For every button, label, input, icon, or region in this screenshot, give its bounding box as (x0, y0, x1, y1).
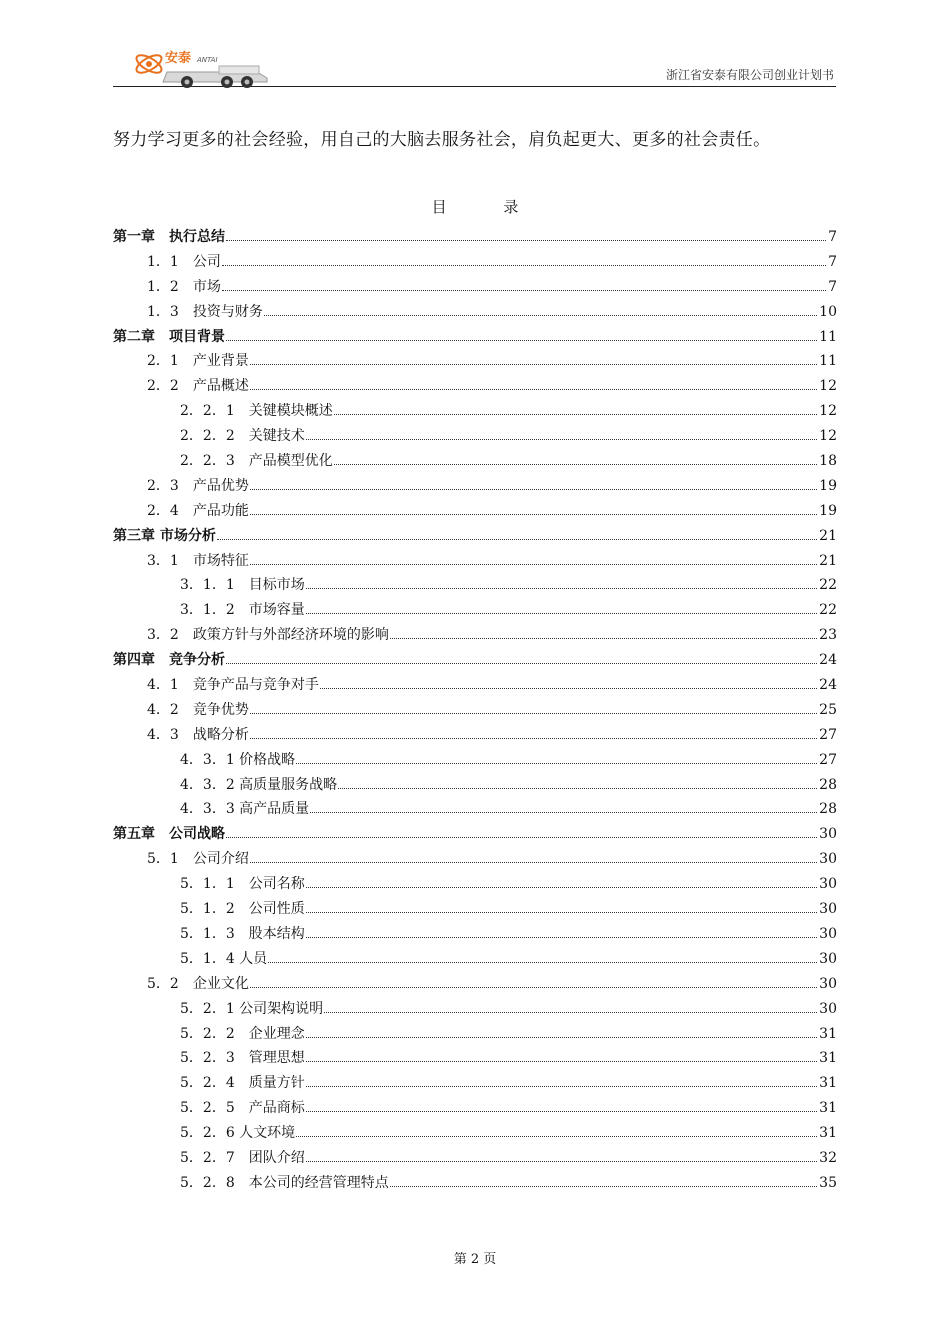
toc-leader-dots (250, 987, 817, 988)
toc-entry[interactable] (113, 824, 837, 849)
toc-entry-label: 5．1．1 公司名称 (180, 876, 305, 893)
toc-entry-label: 5．1 公司介绍 (147, 851, 249, 868)
toc-leader-dots (306, 937, 817, 938)
logo-text-en: ANTAI (197, 56, 218, 64)
toc-entry-label: 3．1．2 市场容量 (180, 602, 305, 619)
toc-leader-dots (306, 1061, 817, 1062)
logo-text-cn: 安泰 (165, 51, 192, 66)
toc-entry-page: 30 (819, 901, 837, 918)
toc-entry-label: 2．2．1 关键模块概述 (180, 403, 333, 420)
toc-entry[interactable] (113, 401, 837, 426)
toc-entry[interactable] (113, 924, 837, 949)
toc-entry-label: 1．2 市场 (147, 278, 221, 295)
toc-entry-page: 23 (819, 627, 837, 644)
toc-leader-dots (226, 340, 817, 341)
toc-entry[interactable] (113, 476, 837, 501)
toc-entry-page: 12 (819, 378, 837, 395)
toc-entry-label: 4．3 战略分析 (147, 726, 249, 743)
toc-entry[interactable] (113, 775, 837, 800)
toc-leader-dots (226, 837, 817, 838)
toc-entry[interactable] (113, 600, 837, 625)
page-number: 第 2 页 (453, 1252, 497, 1267)
toc-entry-page: 12 (819, 403, 837, 420)
toc-leader-dots (338, 788, 817, 789)
toc-leader-dots (250, 514, 817, 515)
toc-entry-label: 3．2 政策方针与外部经济环境的影响 (147, 627, 389, 644)
toc-entry-label: 5．2．4 质量方针 (180, 1075, 305, 1092)
toc-entry-page: 7 (828, 253, 837, 270)
toc-entry-page: 30 (819, 1000, 837, 1017)
toc-entry-label: 2．2．2 关键技术 (180, 428, 305, 445)
toc-entry-label: 2．2 产品概述 (147, 378, 249, 395)
toc-entry[interactable] (113, 949, 837, 974)
toc-leader-dots (222, 290, 826, 291)
toc-entry[interactable] (113, 625, 837, 650)
toc-leader-dots (306, 1086, 817, 1087)
toc-entry[interactable] (113, 1048, 837, 1073)
toc-leader-dots (306, 439, 817, 440)
toc-entry-page: 27 (819, 726, 837, 743)
toc-entry-label: 5．2．2 企业理念 (180, 1025, 305, 1042)
toc-entry-page: 18 (819, 453, 837, 470)
toc-leader-dots (226, 663, 817, 664)
toc-entry-page: 21 (819, 552, 837, 569)
toc-entry[interactable] (113, 526, 837, 551)
toc-entry[interactable] (113, 327, 837, 352)
toc-entry[interactable] (113, 277, 837, 302)
toc-leader-dots (324, 1012, 817, 1013)
toc-entry[interactable] (113, 974, 837, 999)
toc-entry-page: 25 (819, 701, 837, 718)
page-header (113, 38, 836, 87)
toc-leader-dots (334, 414, 817, 415)
toc-entry-label: 3．1 市场特征 (147, 552, 249, 569)
toc-entry[interactable] (113, 252, 837, 277)
toc-entry-page: 19 (819, 502, 837, 519)
toc-leader-dots (296, 763, 817, 764)
toc-entry-page: 31 (819, 1050, 837, 1067)
toc-entry-label: 1．3 投资与财务 (147, 303, 263, 320)
toc-entry[interactable] (113, 700, 837, 725)
toc-entry-label: 第三章 市场分析 (113, 527, 216, 544)
toc-leader-dots (320, 688, 817, 689)
table-of-contents (113, 227, 837, 1198)
toc-leader-dots (390, 1186, 817, 1187)
toc-leader-dots (217, 539, 817, 540)
toc-entry[interactable] (113, 551, 837, 576)
toc-entry-page: 32 (819, 1149, 837, 1166)
toc-entry[interactable] (113, 899, 837, 924)
toc-entry[interactable] (113, 799, 837, 824)
toc-entry-page: 7 (828, 278, 837, 295)
toc-entry-page: 10 (819, 303, 837, 320)
toc-entry-label: 第四章 竞争分析 (113, 652, 225, 669)
toc-leader-dots (250, 713, 817, 714)
toc-entry-page: 21 (819, 527, 837, 544)
toc-entry-page: 30 (819, 975, 837, 992)
toc-leader-dots (306, 887, 817, 888)
toc-entry-label: 3．1．1 目标市场 (180, 577, 305, 594)
toc-entry-page: 22 (819, 602, 837, 619)
toc-entry-label: 5．2 企业文化 (147, 975, 249, 992)
toc-entry-label: 4．3．2 高质量服务战略 (180, 776, 338, 793)
toc-entry[interactable] (113, 302, 837, 327)
toc-entry-page: 30 (819, 826, 837, 843)
toc-entry[interactable] (113, 376, 837, 401)
toc-entry-page: 28 (819, 776, 837, 793)
intro-paragraph: 努力学习更多的社会经验，用自己的大脑去服务社会，肩负起更大、更多的社会责任。 (113, 130, 771, 150)
toc-leader-dots (306, 912, 817, 913)
toc-entry-page: 11 (819, 353, 837, 370)
toc-entry-label: 5．1．4 人员 (180, 950, 268, 967)
toc-entry-page: 31 (819, 1100, 837, 1117)
toc-entry-label: 2．3 产品优势 (147, 477, 249, 494)
toc-entry-page: 22 (819, 577, 837, 594)
toc-entry-label: 2．2．3 产品模型优化 (180, 453, 333, 470)
toc-entry-label: 5．1．3 股本结构 (180, 925, 305, 942)
toc-entry-page: 31 (819, 1125, 837, 1142)
toc-leader-dots (310, 812, 817, 813)
toc-entry-label: 2．4 产品功能 (147, 502, 249, 519)
toc-entry[interactable] (113, 1098, 837, 1123)
toc-leader-dots (264, 315, 817, 316)
toc-heading: 目 录 (431, 198, 545, 216)
toc-entry-page: 31 (819, 1025, 837, 1042)
toc-entry-page: 30 (819, 876, 837, 893)
toc-entry[interactable] (113, 874, 837, 899)
toc-entry[interactable] (113, 501, 837, 526)
toc-entry-label: 5．2．5 产品商标 (180, 1100, 305, 1117)
toc-entry[interactable] (113, 575, 837, 600)
toc-leader-dots (296, 1136, 817, 1137)
toc-entry-page: 35 (819, 1174, 837, 1191)
toc-entry-label: 第一章 执行总结 (113, 229, 225, 245)
toc-entry[interactable] (113, 849, 837, 874)
toc-entry-label: 5．2．3 管理思想 (180, 1050, 305, 1067)
toc-entry-page: 30 (819, 851, 837, 868)
toc-leader-dots (250, 489, 817, 490)
toc-entry[interactable] (113, 725, 837, 750)
toc-entry[interactable] (113, 1148, 837, 1173)
toc-entry[interactable] (113, 650, 837, 675)
toc-entry-label: 4．3．1 价格战略 (180, 751, 296, 768)
toc-entry-label: 4．3．3 高产品质量 (180, 801, 310, 818)
toc-entry-label: 5．2．6 人文环境 (180, 1125, 296, 1142)
toc-entry-page: 19 (819, 477, 837, 494)
toc-entry-page: 28 (819, 801, 837, 818)
toc-entry-page: 7 (828, 229, 837, 245)
toc-entry-label: 第二章 项目背景 (113, 328, 225, 345)
toc-entry-label: 5．2．7 团队介绍 (180, 1149, 305, 1166)
toc-leader-dots (250, 364, 817, 365)
toc-entry[interactable] (113, 1123, 837, 1148)
toc-entry[interactable] (113, 1024, 837, 1049)
toc-entry-label: 5．2．8 本公司的经营管理特点 (180, 1174, 389, 1191)
toc-entry-page: 24 (819, 677, 837, 694)
toc-leader-dots (306, 588, 817, 589)
toc-entry[interactable] (113, 999, 837, 1024)
toc-entry-page: 30 (819, 925, 837, 942)
toc-entry[interactable] (113, 227, 837, 252)
toc-entry[interactable] (113, 351, 837, 376)
toc-entry[interactable] (113, 1073, 837, 1098)
antai-logo (127, 42, 277, 88)
toc-leader-dots (306, 1037, 817, 1038)
toc-leader-dots (226, 240, 826, 241)
toc-leader-dots (250, 564, 817, 565)
toc-entry-page: 12 (819, 428, 837, 445)
document-title: 浙江省安泰有限公司创业计划书 (665, 68, 834, 82)
toc-entry-label: 2．1 产业背景 (147, 353, 249, 370)
toc-leader-dots (306, 1111, 817, 1112)
toc-entry[interactable] (113, 451, 837, 476)
toc-entry-page: 11 (819, 328, 837, 345)
toc-entry-label: 4．2 竞争优势 (147, 701, 249, 718)
toc-entry-page: 31 (819, 1075, 837, 1092)
toc-leader-dots (306, 1161, 817, 1162)
toc-leader-dots (250, 862, 817, 863)
toc-entry[interactable] (113, 750, 837, 775)
toc-entry-label: 5．1．2 公司性质 (180, 901, 305, 918)
toc-entry-page: 27 (819, 751, 837, 768)
toc-leader-dots (268, 962, 817, 963)
toc-entry-label: 1．1 公司 (147, 253, 221, 270)
toc-entry-page: 30 (819, 950, 837, 967)
toc-entry-label: 5．2．1 公司架构说明 (180, 1000, 324, 1017)
toc-leader-dots (334, 464, 817, 465)
toc-leader-dots (390, 638, 817, 639)
toc-entry[interactable] (113, 1173, 837, 1198)
toc-entry-page: 24 (819, 652, 837, 669)
toc-entry-label: 第五章 公司战略 (113, 826, 225, 843)
toc-entry[interactable] (113, 675, 837, 700)
toc-leader-dots (306, 613, 817, 614)
toc-leader-dots (222, 265, 826, 266)
toc-leader-dots (250, 389, 817, 390)
toc-leader-dots (250, 738, 817, 739)
toc-entry[interactable] (113, 426, 837, 451)
toc-entry-label: 4．1 竞争产品与竞争对手 (147, 677, 319, 694)
